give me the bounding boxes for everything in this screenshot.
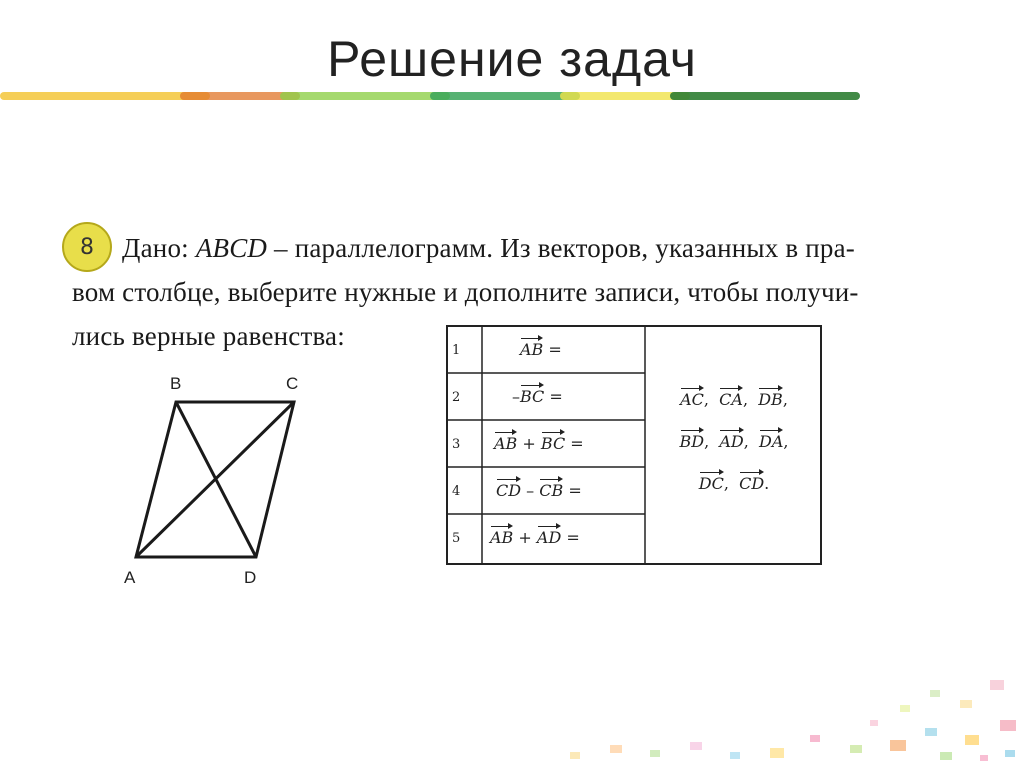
- vertex-label-a: A: [124, 568, 136, 587]
- decor-square: [690, 742, 702, 750]
- vector-table: [446, 325, 822, 565]
- operator: =: [563, 481, 582, 500]
- vertex-label-d: D: [244, 568, 257, 587]
- decor-square: [980, 755, 988, 761]
- vertex-label-c: C: [286, 374, 299, 393]
- problem-line-1: [72, 226, 977, 270]
- decor-square: [940, 752, 952, 760]
- row-number: 3: [452, 437, 461, 452]
- option-vector: DA: [759, 427, 783, 450]
- option-separator: ,: [743, 432, 760, 451]
- decor-square: [850, 745, 862, 753]
- decor-square: [570, 752, 580, 759]
- decor-square: [990, 680, 1004, 690]
- problem-line-1-rest: – параллелограмм. Из векторов, указанных в пра-: [267, 233, 855, 263]
- option-vector: AD: [719, 427, 743, 450]
- decor-square: [770, 748, 784, 758]
- slide-title: Решение задач: [327, 31, 697, 87]
- row-expression: [494, 429, 584, 453]
- decor-square: [925, 728, 937, 736]
- decor-square: [930, 690, 940, 697]
- option-separator: ,: [723, 474, 740, 493]
- vector-symbol: AB: [490, 523, 513, 546]
- option-separator: ,: [704, 432, 720, 451]
- vector-options: [646, 385, 822, 515]
- row-expression: [512, 382, 563, 406]
- row-number: 4: [452, 484, 461, 499]
- vector-symbol: BC: [541, 429, 565, 452]
- operator: =: [561, 528, 580, 547]
- operator: +: [517, 434, 541, 453]
- operator: =: [543, 340, 562, 359]
- operator: =: [544, 387, 563, 406]
- option-vector: DC: [699, 469, 724, 492]
- option-separator: .: [764, 474, 770, 493]
- option-separator: ,: [742, 390, 759, 409]
- problem-line-3: лись верные равенства:: [72, 321, 345, 351]
- decor-square: [965, 735, 979, 745]
- problem-intro: Дано:: [122, 233, 196, 263]
- row-number: 1: [452, 343, 461, 358]
- decor-square: [870, 720, 878, 726]
- vector-symbol: BC: [520, 382, 544, 405]
- decor-square: [650, 750, 660, 757]
- option-separator: ,: [782, 390, 788, 409]
- row-expression: [496, 476, 582, 500]
- vector-symbol: AD: [537, 523, 561, 546]
- row-number: 5: [452, 531, 461, 546]
- decor-square: [900, 705, 910, 712]
- options-line: [646, 469, 822, 493]
- row-number: 2: [452, 390, 461, 405]
- parallelogram-figure: [118, 365, 318, 595]
- options-line: [646, 385, 822, 409]
- diagonal-bd: [176, 402, 256, 557]
- vector-symbol: AB: [520, 335, 543, 358]
- decor-square: [810, 735, 820, 742]
- operator: +: [513, 528, 537, 547]
- decor-square: [730, 752, 740, 759]
- operator: –: [512, 387, 520, 406]
- decor-square: [610, 745, 622, 753]
- decor-square: [890, 740, 906, 751]
- decor-square: [1005, 750, 1015, 757]
- problem-line-2: вом столбце, выберите нужные и дополните записи, чтобы получи-: [72, 277, 859, 307]
- title-underline: [0, 92, 860, 102]
- row-expression: [490, 523, 580, 547]
- option-vector: DB: [758, 385, 783, 408]
- option-vector: CD: [739, 469, 764, 492]
- option-separator: ,: [783, 432, 789, 451]
- vector-symbol: AB: [494, 429, 517, 452]
- decor-square: [1000, 720, 1016, 731]
- option-vector: BD: [680, 427, 705, 450]
- option-vector: CA: [719, 385, 743, 408]
- decor-square: [960, 700, 972, 708]
- vector-symbol: CD: [496, 476, 521, 499]
- problem-given: ABCD: [195, 233, 268, 263]
- option-separator: ,: [703, 390, 720, 409]
- vertex-label-b: B: [170, 374, 182, 393]
- row-expression: [520, 335, 562, 359]
- operator: –: [521, 481, 540, 500]
- option-vector: AC: [680, 385, 704, 408]
- operator: =: [565, 434, 584, 453]
- vector-symbol: CB: [539, 476, 563, 499]
- options-line: [646, 427, 822, 451]
- problem-number-badge: 8: [62, 222, 112, 272]
